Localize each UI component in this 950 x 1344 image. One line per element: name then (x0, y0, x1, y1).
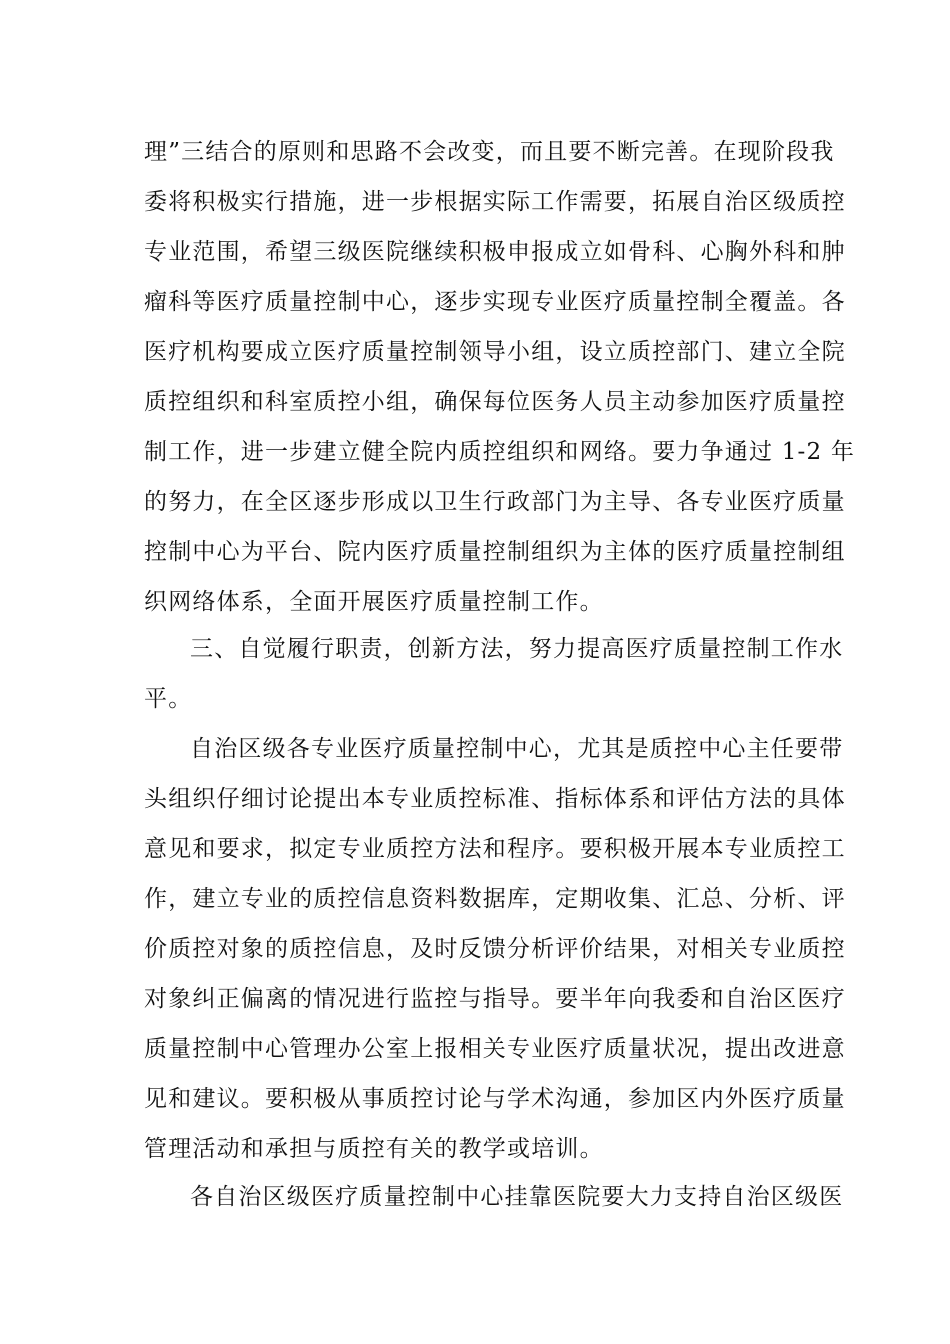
section-heading-line: 三、自觉履行职责，创新方法，努力提高医疗质量控制工作水 (190, 636, 844, 662)
paragraph-1-line: 控制中心为平台、院内医疗质量控制组织为主体的医疗质量控制组 (144, 539, 846, 565)
section-heading-line: 平。 (144, 686, 193, 712)
paragraph-3-line: 意见和要求，拟定专业质控方法和程序。要积极开展本专业质控工 (144, 836, 846, 862)
paragraph-3-line: 见和建议。要积极从事质控讨论与学术沟通，参加区内外医疗质量 (144, 1086, 846, 1112)
paragraph-3 (144, 724, 846, 1174)
paragraph-3-line: 作，建立专业的质控信息资料数据库，定期收集、汇总、分析、评 (144, 886, 846, 912)
paragraph-1 (144, 127, 856, 627)
paragraph-1-line: 专业范围，希望三级医院继续积极申报成立如骨科、心胸外科和肿 (144, 239, 846, 265)
paragraph-1-line: 委将积极实行措施，进一步根据实际工作需要，拓展自治区级质控 (144, 189, 846, 215)
paragraph-1-line: 医疗机构要成立医疗质量控制领导小组，设立质控部门、建立全院 (144, 339, 846, 365)
paragraph-1-line: 瘤科等医疗质量控制中心，逐步实现专业医疗质量控制全覆盖。各 (144, 289, 846, 315)
paragraph-3-line: 质量控制中心管理办公室上报相关专业医疗质量状况，提出改进意 (144, 1036, 846, 1062)
paragraph-1-line: 理”三结合的原则和思路不会改变，而且要不断完善。在现阶段我 (144, 139, 835, 165)
paragraph-1-line: 的努力，在全区逐步形成以卫生行政部门为主导、各专业医疗质量 (144, 489, 846, 515)
paragraph-3-line: 管理活动和承担与质控有关的教学或培训。 (144, 1136, 604, 1162)
paragraph-1-line: 织网络体系，全面开展医疗质量控制工作。 (144, 589, 604, 615)
paragraph-3-line: 对象纠正偏离的情况进行监控与指导。要半年向我委和自治区医疗 (144, 986, 846, 1012)
paragraph-4 (144, 1172, 844, 1222)
section-heading-three (144, 624, 844, 724)
paragraph-4-line: 各自治区级医疗质量控制中心挂靠医院要大力支持自治区级医 (190, 1184, 844, 1210)
paragraph-1-line: 质控组织和科室质控小组，确保每位医务人员主动参加医疗质量控 (144, 389, 846, 415)
paragraph-3-line: 价质控对象的质控信息，及时反馈分析评价结果，对相关专业质控 (144, 936, 846, 962)
paragraph-1-line: 制工作，进一步建立健全院内质控组织和网络。要力争通过 1-2 年 (144, 439, 856, 465)
paragraph-3-line: 头组织仔细讨论提出本专业质控标准、指标体系和评估方法的具体 (144, 786, 846, 812)
paragraph-3-line: 自治区级各专业医疗质量控制中心，尤其是质控中心主任要带 (190, 736, 844, 762)
